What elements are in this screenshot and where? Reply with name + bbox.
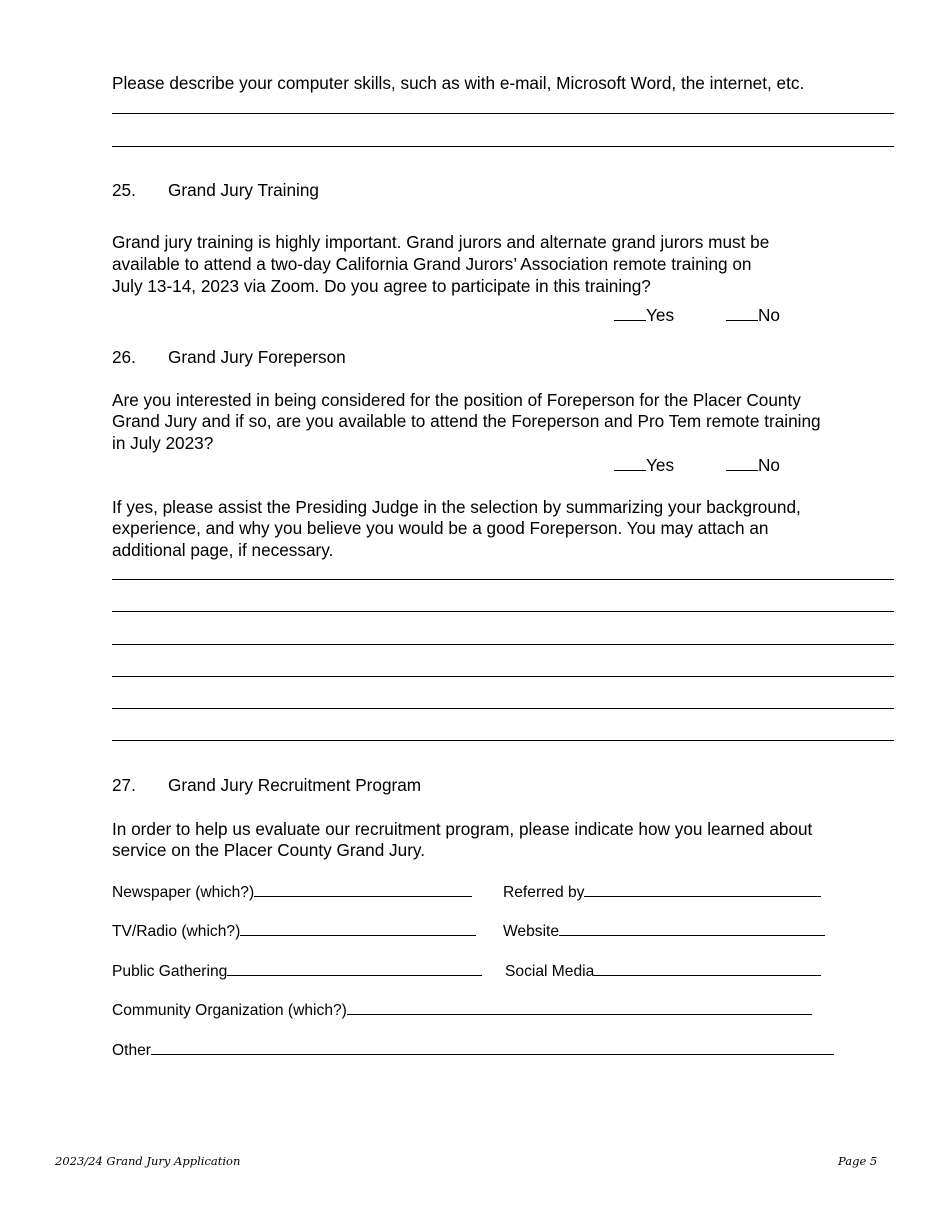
section-27-text-line-2: service on the Placer County Grand Jury.	[112, 840, 426, 860]
foreperson-followup-line-1: If yes, please assist the Presiding Judge in the selection by summarizing your background,	[112, 497, 801, 517]
section-25-heading	[112, 179, 319, 201]
foreperson-yes-label: Yes	[646, 455, 675, 475]
section-27-text-line-1: In order to help us evaluate our recruitment program, please indicate how you learned about	[112, 819, 813, 839]
section-26-title: Grand Jury Foreperson	[168, 347, 346, 367]
footer-document-title: 2023/24 Grand Jury Application	[55, 1154, 241, 1168]
computer-skills-answer-line-1[interactable]	[112, 113, 894, 114]
section-25-text-line-1: Grand jury training is highly important. Grand jurors and alternate grand jurors must be	[112, 232, 770, 252]
tvradio-blank[interactable]	[240, 921, 476, 936]
public-gathering-label: Public Gathering	[112, 963, 228, 980]
section-26-text-line-3: in July 2023?	[112, 433, 214, 453]
training-no-label: No	[758, 305, 780, 325]
foreperson-followup-line-2: experience, and why you believe you would be a good Foreperson. You may attach an	[112, 518, 769, 538]
section-25-text-line-3: July 13-14, 2023 via Zoom. Do you agree to participate in this training?	[112, 276, 651, 296]
training-yes-blank[interactable]	[614, 303, 646, 321]
referred-by-field[interactable]	[503, 882, 821, 903]
section-26-text-line-2: Grand Jury and if so, are you available to attend the Foreperson and Pro Tem remote training	[112, 411, 821, 431]
section-27-heading	[112, 774, 421, 796]
newspaper-blank[interactable]	[254, 882, 472, 897]
newspaper-field[interactable]	[112, 882, 472, 903]
section-26-heading	[112, 346, 346, 368]
section-27-title: Grand Jury Recruitment Program	[168, 775, 422, 795]
foreperson-no-option[interactable]	[726, 453, 780, 476]
section-26-number: 26.	[112, 347, 136, 367]
foreperson-answer-line-3[interactable]	[112, 644, 894, 645]
social-media-label: Social Media	[505, 963, 595, 980]
training-yes-label: Yes	[646, 305, 675, 325]
public-gathering-blank[interactable]	[227, 961, 482, 976]
referred-by-label: Referred by	[503, 884, 585, 901]
section-25-title: Grand Jury Training	[168, 180, 319, 200]
training-yes-option[interactable]	[614, 303, 674, 326]
foreperson-answer-line-6[interactable]	[112, 740, 894, 741]
website-label: Website	[503, 923, 560, 940]
foreperson-answer-line-1[interactable]	[112, 579, 894, 580]
other-label: Other	[112, 1042, 151, 1059]
foreperson-no-label: No	[758, 455, 780, 475]
foreperson-answer-line-2[interactable]	[112, 611, 894, 612]
community-organization-label: Community Organization (which?)	[112, 1002, 347, 1019]
foreperson-yes-blank[interactable]	[614, 453, 646, 471]
tvradio-label: TV/Radio (which?)	[112, 923, 241, 940]
foreperson-answer-line-5[interactable]	[112, 708, 894, 709]
website-blank[interactable]	[559, 921, 825, 936]
foreperson-no-blank[interactable]	[726, 453, 758, 471]
public-gathering-field[interactable]	[112, 961, 482, 982]
foreperson-answer-line-4[interactable]	[112, 676, 894, 677]
section-27-number: 27.	[112, 775, 136, 795]
section-25-text-line-2: available to attend a two-day California Grand Jurors’ Association remote training on	[112, 254, 752, 274]
community-organization-blank[interactable]	[347, 1000, 812, 1015]
social-media-blank[interactable]	[594, 961, 821, 976]
newspaper-label: Newspaper (which?)	[112, 884, 255, 901]
section-25-number: 25.	[112, 180, 136, 200]
other-blank[interactable]	[151, 1040, 834, 1055]
referred-by-blank[interactable]	[584, 882, 821, 897]
computer-skills-prompt: Please describe your computer skills, such as with e-mail, Microsoft Word, the internet, etc.	[112, 73, 805, 93]
tvradio-field[interactable]	[112, 921, 476, 942]
training-no-option[interactable]	[726, 303, 780, 326]
foreperson-followup-line-3: additional page, if necessary.	[112, 540, 334, 560]
section-26-text-line-1: Are you interested in being considered for the position of Foreperson for the Placer County	[112, 390, 801, 410]
community-organization-field[interactable]	[112, 1000, 812, 1021]
other-field[interactable]	[112, 1040, 834, 1061]
footer-page-number: Page 5	[838, 1154, 878, 1168]
training-no-blank[interactable]	[726, 303, 758, 321]
website-field[interactable]	[503, 921, 825, 942]
computer-skills-answer-line-2[interactable]	[112, 146, 894, 147]
social-media-field[interactable]	[505, 961, 821, 982]
foreperson-yes-option[interactable]	[614, 453, 674, 476]
